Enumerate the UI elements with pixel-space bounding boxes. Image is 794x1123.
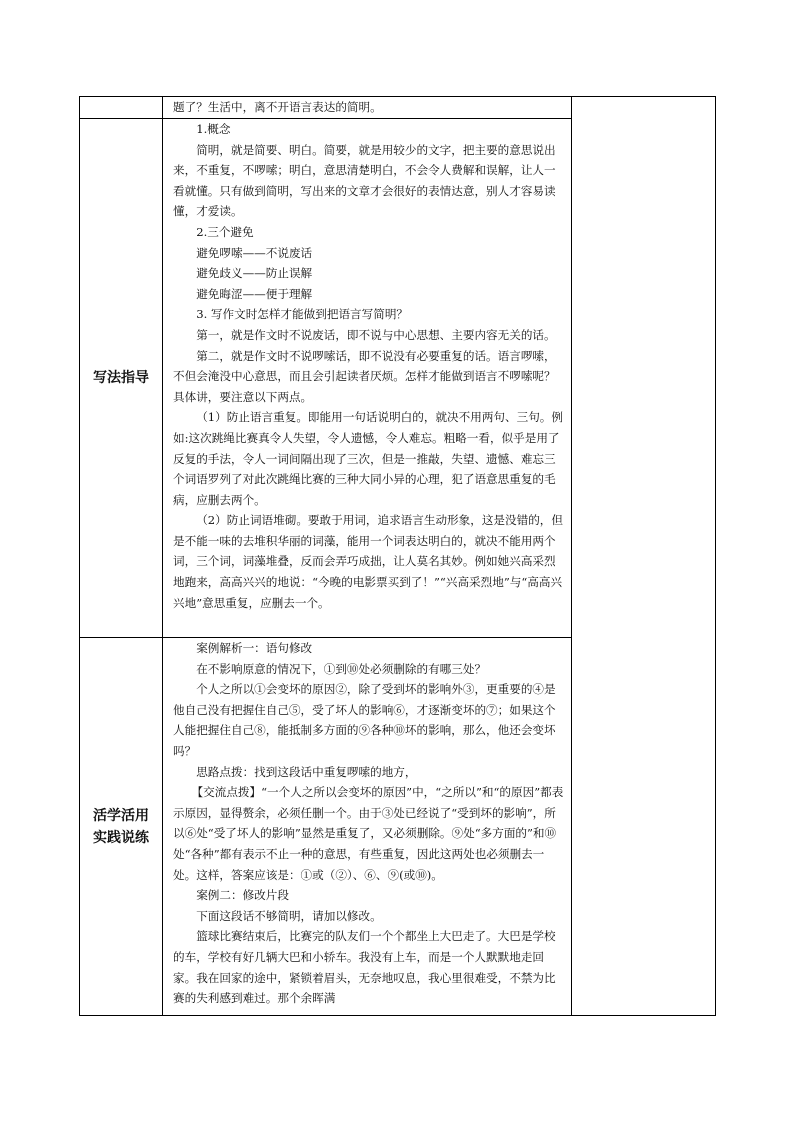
paragraph: 3. 写作文时怎样才能做到把语言写简明？ <box>196 307 409 322</box>
paragraph: 下面这段话不够简明，请加以修改。 <box>196 908 382 923</box>
paragraph: 避免歧义——防止误解 <box>196 266 313 281</box>
paragraph: 篮球比赛结束后，比赛完的队友们一个个都坐上大巴走了。大巴是学校的车，学校有好几辆大巴和小轿车。我没有上车，而是一个人默默地走回家。我在回家的途中，紧锁着眉头，无奈地叹息，我心里很难受，不禁为比赛的失利感到难过。那个余晖满 <box>173 929 556 1006</box>
label-text: 活学活用实践说练 <box>93 807 149 846</box>
paragraph: 思路点拨：找到这段话中重复啰嗦的地方， <box>196 764 417 779</box>
paragraph: 题了？生活中，离不开语言表达的简明。 <box>173 100 382 114</box>
row-label-writing-guide: 写法指导 <box>80 119 163 638</box>
paragraph: 第二，就是作文时不说啰嗦话，即不说没有必要重复的话。语言啰嗦，不但会淹没中心意思，而且会引起读者厌烦。怎样才能做到语言不啰嗦呢？具体讲，要注意以下两点。 <box>173 348 556 404</box>
paragraph: 在不影响原意的情况下，①到⑩处必须删除的有哪三处？ <box>196 661 487 676</box>
content-cell <box>163 97 572 119</box>
paragraph: 避免晦涩——便于理解 <box>196 286 313 301</box>
notes-column <box>572 97 716 1016</box>
lesson-table <box>79 96 716 1016</box>
row-label-practice <box>80 638 163 1016</box>
paragraph: 案例二：修改片段 <box>196 888 289 903</box>
paragraph: （1）防止语言重复。即能用一句话说明白的，就决不用两句、三句。例如:这次跳绳比赛真令人失望，令人遗憾，令人难忘。粗略一看，似乎是用了反复的手法，令人一词间隔出现了三次，但是一推敲，失望、遗憾、难忘三个词语罗列了对此次跳绳比赛的三种大同小异的心理，犯了语意思重复的毛病，应删去两个。 <box>173 410 563 507</box>
content-cell <box>163 638 572 1016</box>
row-label-empty <box>80 97 163 119</box>
table-row <box>80 97 716 119</box>
paragraph: 避免啰嗦——不说废话 <box>196 245 313 260</box>
paragraph: 【交流点拨】“一个人之所以会变坏的原因”中，“之所以”和“的原因”都表示原因，显得赘余，必须任删一个。由于③处已经说了“受到坏的影响”，所以⑥处“受了坏人的影响”显然是重复了，又必须删除。⑨处“多方面的”和⑩处“各种”都有表示不止一种的意思，有些重复，因此这两处也必须删去一处。这样，答案应该是：①或（②）、⑥、⑨(或⑩)。 <box>173 785 564 882</box>
paragraph: 案例解析一：语句修改 <box>196 641 313 655</box>
paragraph: 2.三个避免 <box>196 224 254 239</box>
paragraph: 简明，就是简要、明白。简要，就是用较少的文字，把主要的意思说出来，不重复，不啰嗦；明白，意思清楚明白，不会令人费解和误解，让人一看就懂。只有做到简明，写出来的文章才会很好的表情达意，别人才容易读懂，才爱读。 <box>173 142 556 219</box>
paragraph: 个人之所以①会变坏的原因②，除了受到坏的影响外③，更重要的④是他自己没有把握住自己⑤，受了坏人的影响⑥，才逐渐变坏的⑦；如果这个人能把握住自己⑧，能抵制多方面的⑨各种⑩坏的影响，那么，他还会变坏吗？ <box>173 682 556 758</box>
paragraph: 第一，就是作文时不说废话，即不说与中心思想、主要内容无关的话。 <box>196 327 556 342</box>
paragraph: （2）防止词语堆砌。要敢于用词，追求语言生动形象，这是没错的，但是不能一味的去堆积华丽的词藻，能用一个词表达明白的，就决不能用两个词，三个词，词藻堆叠，反而会弄巧成拙，让人莫名其妙。例如她兴高采烈地跑来，高高兴兴的地说：“今晚的电影票买到了！”“兴高采烈地”与“高高兴兴地”意思重复，应删去一个。 <box>173 513 563 610</box>
content-cell <box>163 119 572 638</box>
paragraph: 1.概念 <box>196 122 231 136</box>
